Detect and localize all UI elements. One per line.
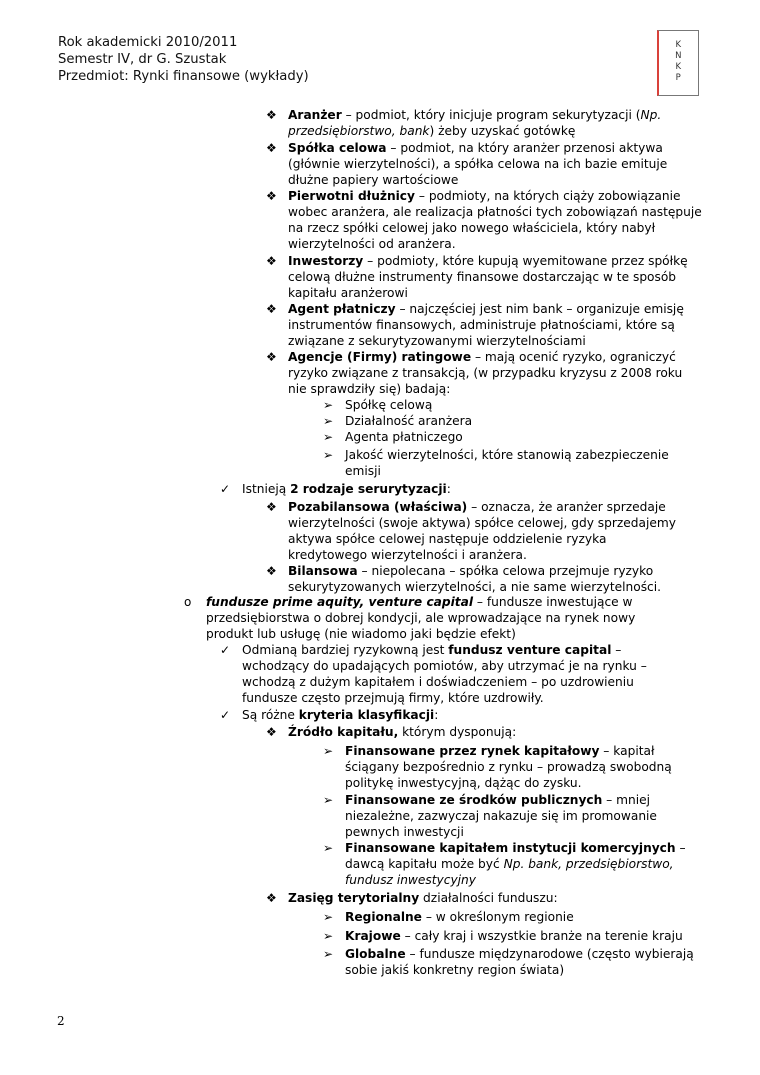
term: Krajowe [345,929,401,943]
list-item-venture-capital: ✓ Odmianą bardziej ryzykowną jest fundusz venture capital – wchodzący do upadających pomiotów, aby utrzymać je na rynku – wchodzą z dużym kapitałem i doświadczeniem – po uzdrowieniu fundusze często przejmują firmy, które uzdrowiły. [220,643,647,705]
arrow-bullet-icon: ➢ [323,841,334,855]
list-item-kryteria: ✓ Są różne kryteria klasyfikacji: [220,708,439,722]
term: Aranżer [288,108,342,122]
logo-letter: P [675,73,682,83]
arrow-bullet-icon: ➢ [323,448,334,462]
diamond-bullet-icon: ❖ [266,350,277,364]
term: Agencje (Firmy) ratingowe [288,350,472,364]
list-item-finansowane-rynek: ➢ Finansowane przez rynek kapitałowy – kapitał ściągany bezpośrednio z rynku – prowadzą swobodną politykę inwestycyjną, dążąc do zysku. [323,744,672,790]
term: Globalne [345,947,406,961]
term: fundusz venture capital [448,643,612,657]
list-item-inwestorzy: ❖ Inwestorzy – podmioty, które kupują wyemitowane przez spółkę celową dłużne instrumenty finansowe dostarczając w te sposób kapitału aranżerowi [266,254,688,300]
term: kryteria klasyfikacji [298,708,435,722]
diamond-bullet-icon: ❖ [266,108,277,122]
diamond-bullet-icon: ❖ [266,189,277,203]
check-bullet-icon: ✓ [220,643,231,657]
arrow-bullet-icon: ➢ [323,910,334,924]
check-bullet-icon: ✓ [220,708,231,722]
list-item-fundusze-prime: o fundusze prime aquity, venture capital – fundusze inwestujące w przedsiębiorstwa o dobrej kondycji, ale wprowadzające na rynek nowy produkt lub usługę (nie wiadomo jaki będzie efekt) [184,595,636,641]
logo-letter: N [675,51,682,61]
arrow-bullet-icon: ➢ [323,929,334,943]
list-item-bilansowa: ❖ Bilansowa – niepolecana – spółka celowa przejmuje ryzyko sekurytyzowanych wierzytelności, a nie same wierzytelności. [266,564,662,594]
arrow-bullet-icon: ➢ [323,414,334,428]
header-subject: Przedmiot: Rynki finansowe (wykłady) [58,69,309,84]
circle-bullet-icon: o [184,595,192,609]
term: Pozabilansowa (właściwa) [288,500,468,514]
term: Źródło kapitału, [288,725,399,739]
list-item-rodzaje-sekurytyzacji: ✓ Istnieją 2 rodzaje serurytyzacji: [220,482,451,496]
term: Finansowane ze środków publicznych [345,793,603,807]
list-item-pierwotni-dluznicy: ❖ Pierwotni dłużnicy – podmioty, na których ciąży zobowiązanie wobec aranżera, ale realizacja płatności tych zobowiązań następuje na rzecz spółki celowej jako nowego właściciela, który nabył wierzytelności od aranżera. [266,189,702,251]
list-item-bada-aranzer: ➢ Działalność aranżera [323,414,473,428]
diamond-bullet-icon: ❖ [266,891,277,905]
list-item-zasieg: ❖ Zasięg terytorialny działalności funduszu: [266,891,558,905]
list-item-agent-platniczy: ❖ Agent płatniczy – najczęściej jest nim bank – organizuje emisję instrumentów finansowych, administruje płatnościami, które są związane z sekurytyzowanymi wierzytelnościami [266,302,684,348]
list-item-bada-jakosc: ➢ Jakość wierzytelności, które stanowią zabezpieczenie emisji [323,448,669,478]
list-item-regionalne: ➢ Regionalne – w określonym regionie [323,910,574,924]
arrow-bullet-icon: ➢ [323,744,334,758]
term: Agent płatniczy [288,302,396,316]
page-number: 2 [57,1014,65,1028]
check-bullet-icon: ✓ [220,482,231,496]
term: Inwestorzy [288,254,364,268]
knkp-logo [657,30,699,96]
list-item-agencje-ratingowe: ❖ Agencje (Firmy) ratingowe – mają ocenić ryzyko, ograniczyć ryzyko związane z transakcją, (w przypadku kryzysu z 2008 roku nie sprawdziły się) badają: [266,350,683,396]
diamond-bullet-icon: ❖ [266,254,277,268]
diamond-bullet-icon: ❖ [266,302,277,316]
list-item-aranzer: ❖ Aranżer – podmiot, który inicjuje program sekurytyzacji (Np. przedsiębiorstwo, bank) żeby uzyskać gotówkę [266,108,662,138]
term: Bilansowa [288,564,358,578]
arrow-bullet-icon: ➢ [323,947,334,961]
term: Spółka celowa [288,141,387,155]
arrow-bullet-icon: ➢ [323,793,334,807]
list-item-finansowane-publiczne: ➢ Finansowane ze środków publicznych – mniej niezależne, zazwyczaj nakazuje się im promowanie pewnych inwestycji [323,793,657,839]
term: fundusze prime aquity, venture capital [206,595,474,609]
arrow-bullet-icon: ➢ [323,430,334,444]
logo-letter: K [675,40,682,50]
term: 2 rodzaje serurytyzacji [290,482,447,496]
term: Finansowane przez rynek kapitałowy [345,744,600,758]
list-item-finansowane-komercyjne: ➢ Finansowane kapitałem instytucji komercyjnych – dawcą kapitału może być Np. bank, przedsiębiorstwo, fundusz inwestycyjny [323,841,686,887]
diamond-bullet-icon: ❖ [266,564,277,578]
diamond-bullet-icon: ❖ [266,725,277,739]
diamond-bullet-icon: ❖ [266,500,277,514]
document-header [58,34,309,85]
arrow-bullet-icon: ➢ [323,398,334,412]
list-item-spolka-celowa: ❖ Spółka celowa – podmiot, na który aranżer przenosi aktywa (głównie wierzytelności), a spółka celowa na ich bazie emituje dłużne papiery wartościowe [266,141,668,187]
term: Regionalne [345,910,422,924]
term: Pierwotni dłużnicy [288,189,415,203]
list-item-bada-spolka: ➢ Spółkę celową [323,398,433,412]
term: Zasięg terytorialny [288,891,420,905]
list-item-zrodlo-kapitalu: ❖ Źródło kapitału, którym dysponują: [266,725,517,739]
list-item-bada-agent: ➢ Agenta płatniczego [323,430,463,444]
header-academic-year: Rok akademicki 2010/2011 [58,35,238,50]
header-semester: Semestr IV, dr G. Szustak [58,52,227,67]
diamond-bullet-icon: ❖ [266,141,277,155]
list-item-pozabilansowa: ❖ Pozabilansowa (właściwa) – oznacza, że aranżer sprzedaje wierzytelności (swoje aktywa) spółce celowej, gdy sprzedajemy aktywa spółce celowej następuje oddzielenie ryzyka kredytowego wierzytelności i aranżera. [266,500,676,562]
term: Finansowane kapitałem instytucji komercyjnych [345,841,676,855]
list-item-globalne: ➢ Globalne – fundusze międzynarodowe (często wybierają sobie jakiś konkretny region świata) [323,947,694,977]
list-item-krajowe: ➢ Krajowe – cały kraj i wszystkie branże na terenie kraju [323,929,683,943]
logo-letter: K [675,62,682,72]
